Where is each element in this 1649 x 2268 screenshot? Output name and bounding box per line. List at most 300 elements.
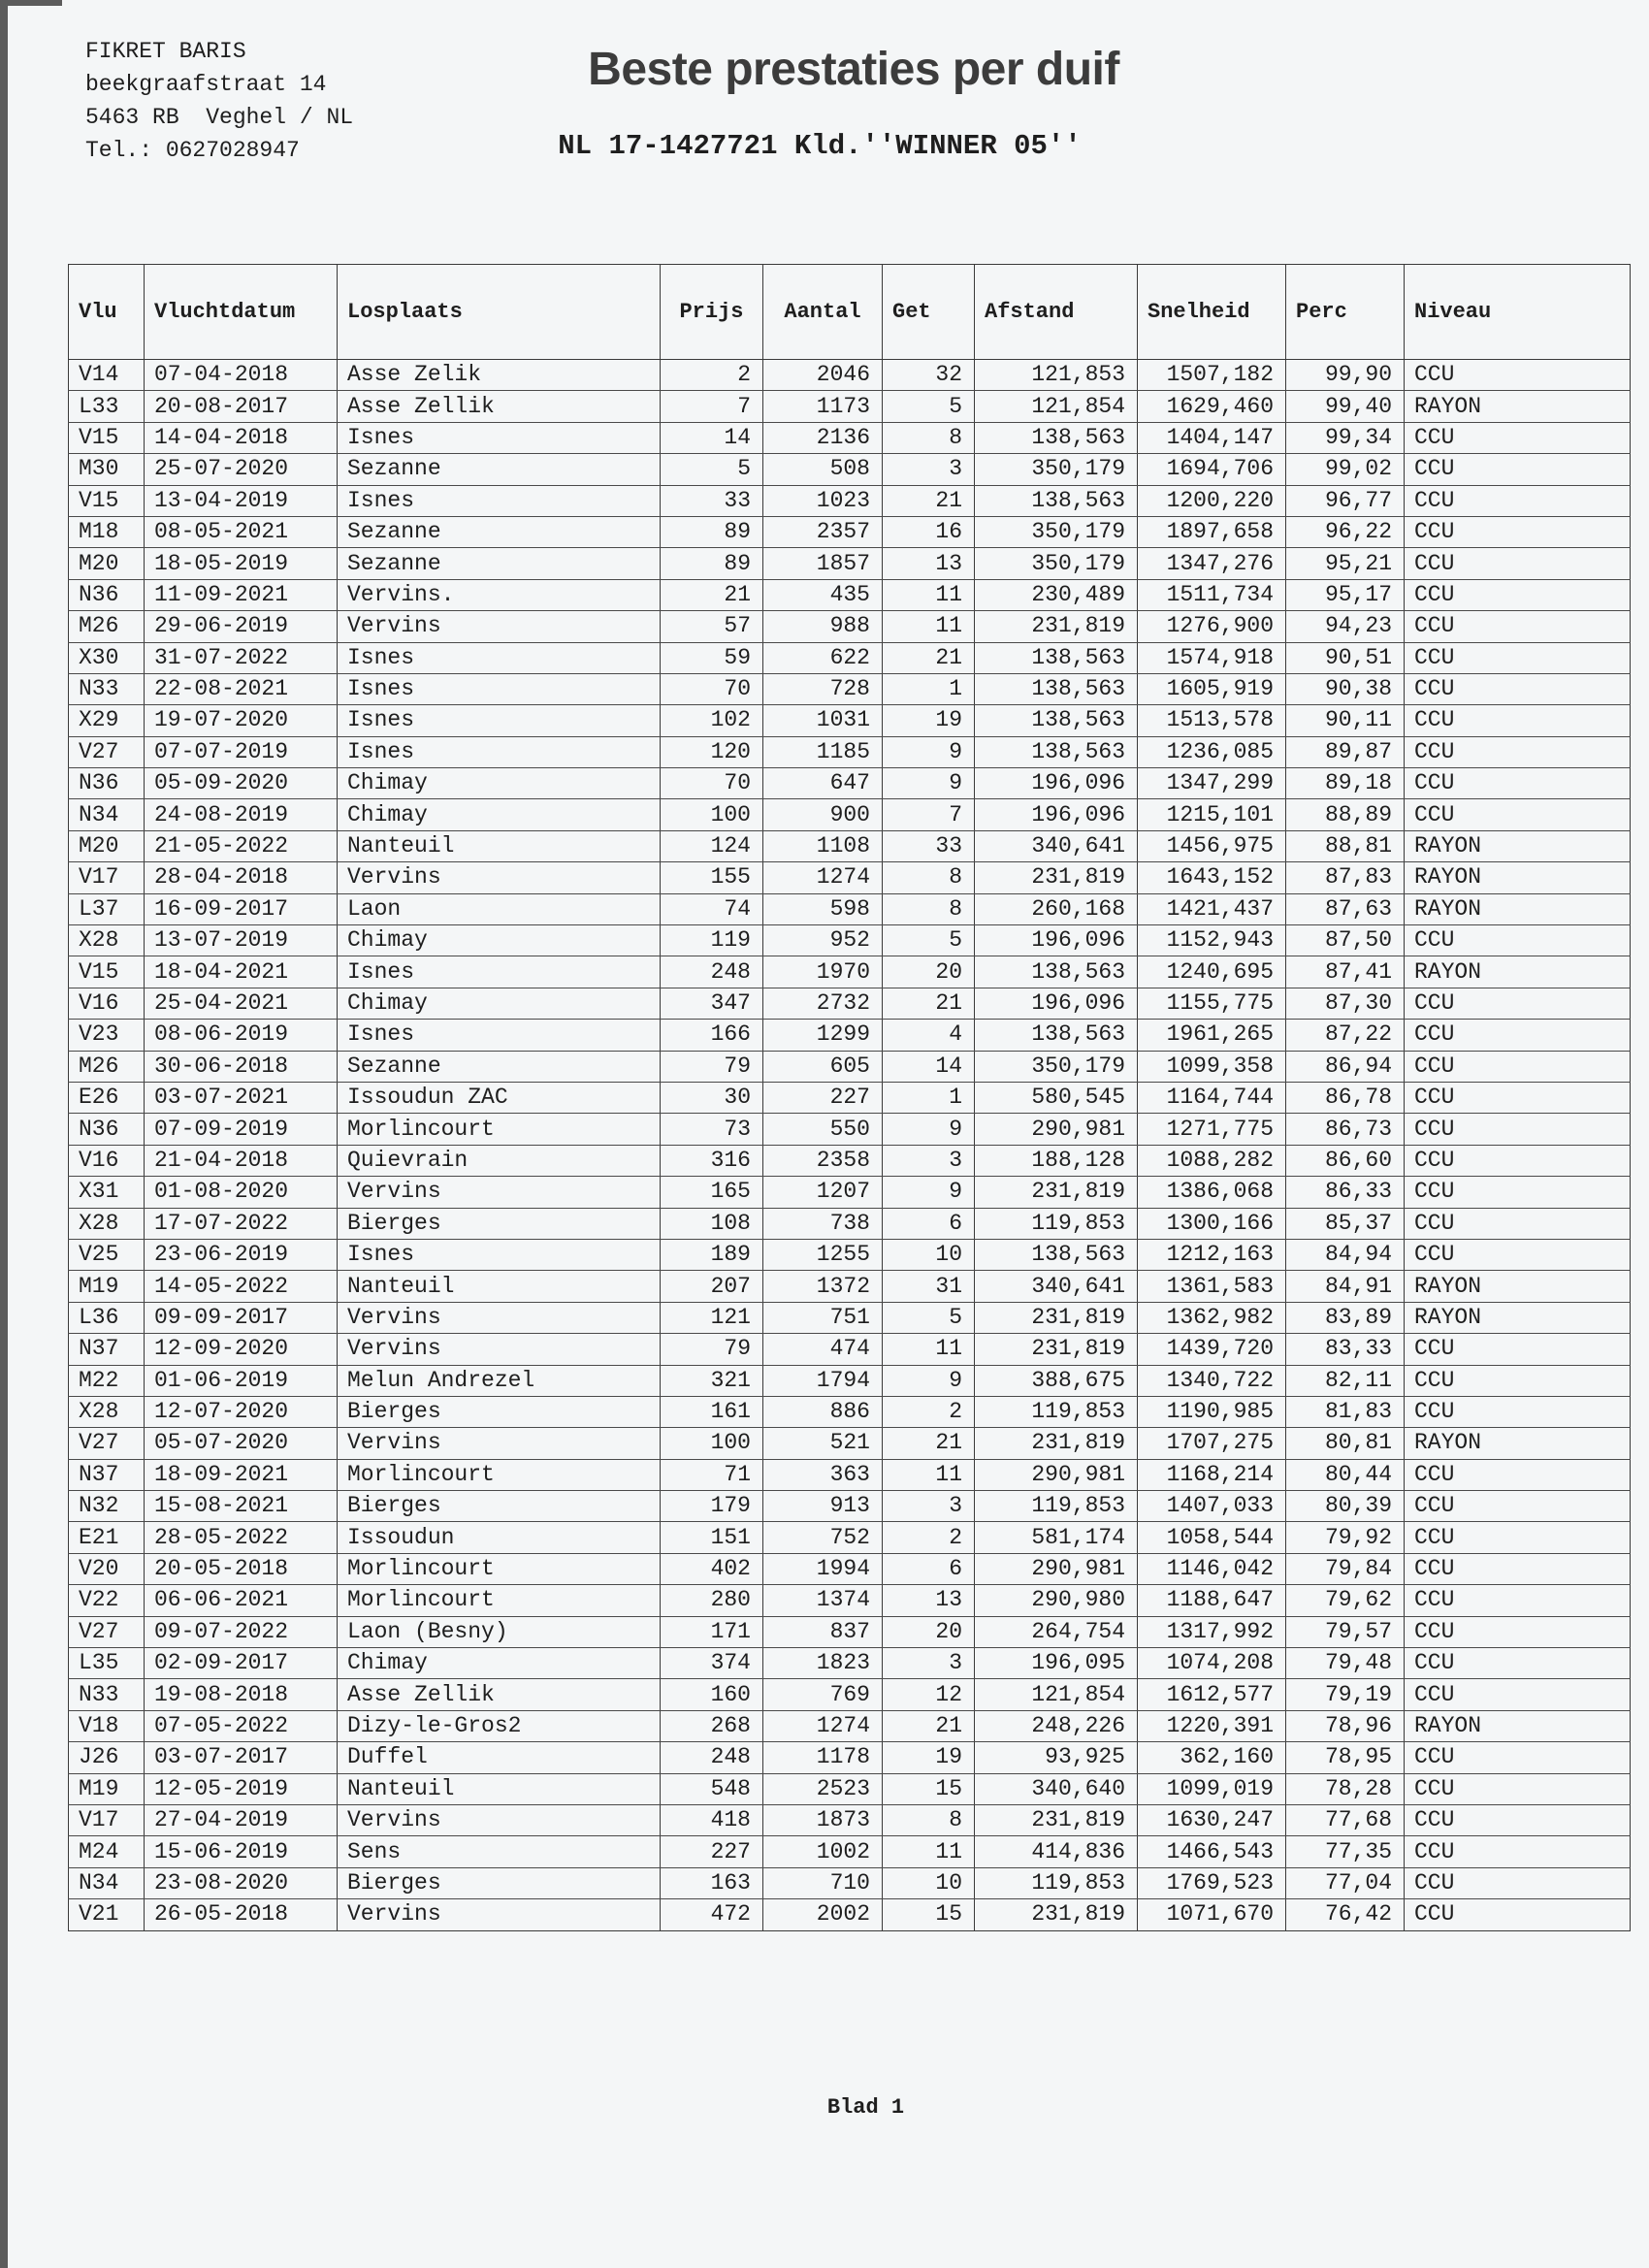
cell-afstand: 290,980 [975,1585,1138,1616]
table-row [69,1208,1631,1239]
cell-get: 9 [883,1365,975,1396]
cell-afstand: 138,563 [975,673,1138,704]
cell-losplaats: Chimay [338,988,661,1019]
cell-perc: 86,78 [1286,1082,1405,1113]
cell-prijs: 472 [661,1899,763,1930]
cell-afstand: 121,854 [975,391,1138,422]
cell-vluchtdatum: 03-07-2017 [145,1742,338,1773]
table-row [69,893,1631,924]
cell-get: 9 [883,1114,975,1145]
cell-aantal: 2357 [763,516,883,547]
cell-aantal: 1108 [763,830,883,861]
cell-prijs: 102 [661,705,763,736]
cell-prijs: 100 [661,799,763,830]
cell-vlu: V22 [69,1585,145,1616]
page-number: Blad 1 [826,2095,905,2120]
cell-perc: 79,48 [1286,1648,1405,1679]
cell-niveau: CCU [1405,1114,1631,1145]
cell-aantal: 1031 [763,705,883,736]
cell-niveau: CCU [1405,1616,1631,1647]
cell-prijs: 163 [661,1867,763,1898]
cell-get: 11 [883,579,975,610]
cell-get: 9 [883,1177,975,1208]
cell-vluchtdatum: 01-06-2019 [145,1365,338,1396]
cell-vlu: M24 [69,1836,145,1867]
table-row [69,642,1631,673]
cell-niveau: RAYON [1405,391,1631,422]
cell-prijs: 418 [661,1804,763,1835]
table-row [69,360,1631,391]
table-row [69,1302,1631,1333]
cell-perc: 95,21 [1286,548,1405,579]
cell-aantal: 728 [763,673,883,704]
cell-perc: 90,11 [1286,705,1405,736]
cell-vlu: V14 [69,360,145,391]
cell-vluchtdatum: 02-09-2017 [145,1648,338,1679]
sender-street: beekgraafstraat 14 [85,72,327,97]
cell-aantal: 622 [763,642,883,673]
cell-niveau: CCU [1405,1365,1631,1396]
cell-afstand: 188,128 [975,1145,1138,1176]
cell-perc: 85,37 [1286,1208,1405,1239]
cell-aantal: 769 [763,1679,883,1710]
cell-vlu: V25 [69,1239,145,1270]
cell-prijs: 155 [661,862,763,893]
cell-prijs: 119 [661,925,763,956]
cell-get: 8 [883,1804,975,1835]
cell-perc: 86,60 [1286,1145,1405,1176]
cell-niveau: CCU [1405,1867,1631,1898]
cell-vluchtdatum: 19-08-2018 [145,1679,338,1710]
cell-aantal: 1970 [763,956,883,988]
cell-prijs: 248 [661,1742,763,1773]
cell-vlu: N37 [69,1459,145,1490]
cell-losplaats: Vervins [338,862,661,893]
cell-losplaats: Isnes [338,485,661,516]
cell-afstand: 196,096 [975,799,1138,830]
cell-vlu: E26 [69,1082,145,1113]
table-row [69,1522,1631,1553]
cell-snelheid: 1215,101 [1138,799,1286,830]
cell-prijs: 14 [661,422,763,453]
cell-get: 16 [883,516,975,547]
cell-niveau: CCU [1405,1836,1631,1867]
table-row [69,956,1631,988]
cell-vluchtdatum: 06-06-2021 [145,1585,338,1616]
cell-perc: 78,28 [1286,1773,1405,1804]
scan-edge [0,0,8,2268]
table-row [69,391,1631,422]
column-header-aantal: Aantal [763,265,883,360]
cell-vlu: M19 [69,1773,145,1804]
cell-prijs: 268 [661,1710,763,1741]
cell-losplaats: Quievrain [338,1145,661,1176]
cell-vlu: N37 [69,1334,145,1365]
cell-perc: 86,94 [1286,1051,1405,1082]
cell-prijs: 120 [661,736,763,767]
cell-vluchtdatum: 20-08-2017 [145,391,338,422]
cell-snelheid: 1347,299 [1138,768,1286,799]
cell-losplaats: Dizy-le-Gros2 [338,1710,661,1741]
cell-afstand: 196,096 [975,988,1138,1019]
cell-get: 1 [883,673,975,704]
cell-vlu: L35 [69,1648,145,1679]
cell-vlu: V23 [69,1020,145,1051]
cell-losplaats: Laon (Besny) [338,1616,661,1647]
cell-losplaats: Vervins [338,611,661,642]
cell-vluchtdatum: 12-07-2020 [145,1396,338,1427]
cell-vluchtdatum: 21-05-2022 [145,830,338,861]
table-row [69,1365,1631,1396]
cell-vlu: M22 [69,1365,145,1396]
cell-get: 13 [883,1585,975,1616]
cell-losplaats: Vervins [338,1334,661,1365]
cell-perc: 77,35 [1286,1836,1405,1867]
cell-niveau: CCU [1405,1804,1631,1835]
table-row [69,830,1631,861]
cell-snelheid: 1456,975 [1138,830,1286,861]
cell-aantal: 1207 [763,1177,883,1208]
cell-prijs: 100 [661,1428,763,1459]
cell-aantal: 1023 [763,485,883,516]
cell-niveau: RAYON [1405,1710,1631,1741]
cell-niveau: CCU [1405,1020,1631,1051]
table-row [69,1396,1631,1427]
cell-snelheid: 1769,523 [1138,1867,1286,1898]
cell-perc: 95,17 [1286,579,1405,610]
cell-perc: 96,22 [1286,516,1405,547]
cell-prijs: 207 [661,1271,763,1302]
cell-vluchtdatum: 13-04-2019 [145,485,338,516]
cell-vlu: M26 [69,1051,145,1082]
cell-snelheid: 1897,658 [1138,516,1286,547]
cell-vluchtdatum: 09-07-2022 [145,1616,338,1647]
table-row [69,799,1631,830]
cell-snelheid: 1386,068 [1138,1177,1286,1208]
cell-losplaats: Vervins [338,1177,661,1208]
cell-prijs: 7 [661,391,763,422]
cell-aantal: 1178 [763,1742,883,1773]
cell-perc: 79,19 [1286,1679,1405,1710]
cell-get: 19 [883,705,975,736]
cell-get: 12 [883,1679,975,1710]
cell-get: 33 [883,830,975,861]
cell-snelheid: 1707,275 [1138,1428,1286,1459]
cell-vluchtdatum: 26-05-2018 [145,1899,338,1930]
cell-vluchtdatum: 23-06-2019 [145,1239,338,1270]
table-row [69,1459,1631,1490]
cell-losplaats: Isnes [338,736,661,767]
cell-aantal: 952 [763,925,883,956]
cell-vlu: V18 [69,1710,145,1741]
cell-afstand: 121,854 [975,1679,1138,1710]
table-row [69,1271,1631,1302]
cell-snelheid: 1421,437 [1138,893,1286,924]
cell-snelheid: 1961,265 [1138,1020,1286,1051]
cell-losplaats: Isnes [338,642,661,673]
cell-afstand: 138,563 [975,485,1138,516]
cell-aantal: 2002 [763,1899,883,1930]
cell-losplaats: Bierges [338,1867,661,1898]
cell-snelheid: 1271,775 [1138,1114,1286,1145]
cell-perc: 99,34 [1286,422,1405,453]
cell-prijs: 5 [661,454,763,485]
cell-vlu: V27 [69,1428,145,1459]
cell-vluchtdatum: 05-09-2020 [145,768,338,799]
cell-niveau: RAYON [1405,1428,1631,1459]
cell-vlu: V16 [69,988,145,1019]
table-row [69,1773,1631,1804]
cell-prijs: 33 [661,485,763,516]
cell-get: 6 [883,1208,975,1239]
cell-niveau: CCU [1405,768,1631,799]
cell-vlu: X28 [69,1396,145,1427]
cell-aantal: 1857 [763,548,883,579]
cell-afstand: 121,853 [975,360,1138,391]
cell-get: 2 [883,1522,975,1553]
column-header-afstand: Afstand [975,265,1138,360]
table-row [69,988,1631,1019]
cell-get: 7 [883,799,975,830]
cell-perc: 99,02 [1286,454,1405,485]
cell-afstand: 350,179 [975,454,1138,485]
cell-prijs: 316 [661,1145,763,1176]
cell-losplaats: Morlincourt [338,1114,661,1145]
cell-perc: 87,50 [1286,925,1405,956]
cell-perc: 88,89 [1286,799,1405,830]
table-row [69,673,1631,704]
table-row [69,1020,1631,1051]
cell-perc: 76,42 [1286,1899,1405,1930]
cell-afstand: 119,853 [975,1208,1138,1239]
cell-get: 8 [883,862,975,893]
cell-snelheid: 1188,647 [1138,1585,1286,1616]
cell-niveau: CCU [1405,1334,1631,1365]
cell-vlu: L37 [69,893,145,924]
column-header-niveau: Niveau [1405,265,1631,360]
cell-afstand: 93,925 [975,1742,1138,1773]
cell-prijs: 108 [661,1208,763,1239]
cell-afstand: 231,819 [975,611,1138,642]
cell-snelheid: 1466,543 [1138,1836,1286,1867]
cell-aantal: 913 [763,1491,883,1522]
cell-get: 14 [883,1051,975,1082]
cell-aantal: 647 [763,768,883,799]
cell-snelheid: 1074,208 [1138,1648,1286,1679]
cell-losplaats: Melun Andrezel [338,1365,661,1396]
cell-prijs: 280 [661,1585,763,1616]
column-header-vlu: Vlu [69,265,145,360]
cell-get: 21 [883,485,975,516]
cell-snelheid: 1513,578 [1138,705,1286,736]
cell-afstand: 138,563 [975,705,1138,736]
cell-prijs: 189 [661,1239,763,1270]
cell-vlu: N33 [69,673,145,704]
cell-snelheid: 1630,247 [1138,1804,1286,1835]
cell-perc: 80,81 [1286,1428,1405,1459]
table-row [69,736,1631,767]
cell-vluchtdatum: 09-09-2017 [145,1302,338,1333]
cell-vluchtdatum: 08-05-2021 [145,516,338,547]
cell-vluchtdatum: 25-04-2021 [145,988,338,1019]
cell-niveau: CCU [1405,548,1631,579]
table-row [69,1710,1631,1741]
cell-vlu: V15 [69,422,145,453]
cell-afstand: 119,853 [975,1396,1138,1427]
cell-losplaats: Asse Zelik [338,360,661,391]
cell-get: 19 [883,1742,975,1773]
cell-afstand: 350,179 [975,516,1138,547]
cell-vlu: L36 [69,1302,145,1333]
cell-snelheid: 1212,163 [1138,1239,1286,1270]
cell-vluchtdatum: 27-04-2019 [145,1804,338,1835]
cell-prijs: 74 [661,893,763,924]
cell-niveau: CCU [1405,1585,1631,1616]
cell-vlu: N36 [69,579,145,610]
table-header [69,265,1631,360]
cell-snelheid: 1240,695 [1138,956,1286,988]
cell-vlu: V15 [69,956,145,988]
cell-niveau: CCU [1405,1177,1631,1208]
cell-perc: 94,23 [1286,611,1405,642]
cell-prijs: 71 [661,1459,763,1490]
cell-aantal: 752 [763,1522,883,1553]
cell-prijs: 151 [661,1522,763,1553]
cell-vlu: N34 [69,799,145,830]
cell-snelheid: 1099,019 [1138,1773,1286,1804]
cell-niveau: CCU [1405,485,1631,516]
cell-snelheid: 1099,358 [1138,1051,1286,1082]
cell-prijs: 321 [661,1365,763,1396]
cell-aantal: 1185 [763,736,883,767]
cell-afstand: 196,096 [975,768,1138,799]
cell-get: 21 [883,1710,975,1741]
table-row [69,422,1631,453]
cell-aantal: 550 [763,1114,883,1145]
cell-get: 15 [883,1899,975,1930]
column-header-losplaats: Losplaats [338,265,661,360]
cell-prijs: 89 [661,548,763,579]
cell-perc: 80,39 [1286,1491,1405,1522]
cell-aantal: 2523 [763,1773,883,1804]
cell-snelheid: 1236,085 [1138,736,1286,767]
table-row [69,1334,1631,1365]
cell-snelheid: 1152,943 [1138,925,1286,956]
cell-perc: 86,73 [1286,1114,1405,1145]
cell-afstand: 138,563 [975,1239,1138,1270]
cell-perc: 82,11 [1286,1365,1405,1396]
cell-prijs: 79 [661,1051,763,1082]
cell-get: 11 [883,1459,975,1490]
cell-niveau: CCU [1405,1742,1631,1773]
cell-get: 3 [883,1648,975,1679]
cell-vlu: N32 [69,1491,145,1522]
cell-perc: 83,89 [1286,1302,1405,1333]
cell-snelheid: 1164,744 [1138,1082,1286,1113]
cell-vluchtdatum: 03-07-2021 [145,1082,338,1113]
cell-snelheid: 1340,722 [1138,1365,1286,1396]
cell-snelheid: 1643,152 [1138,862,1286,893]
cell-niveau: RAYON [1405,1302,1631,1333]
cell-vlu: V15 [69,485,145,516]
cell-prijs: 79 [661,1334,763,1365]
cell-afstand: 231,819 [975,862,1138,893]
cell-get: 1 [883,1082,975,1113]
cell-niveau: CCU [1405,454,1631,485]
cell-prijs: 227 [661,1836,763,1867]
cell-perc: 89,87 [1286,736,1405,767]
cell-vlu: V27 [69,1616,145,1647]
table-row [69,1145,1631,1176]
cell-get: 6 [883,1553,975,1584]
table-row [69,1616,1631,1647]
cell-perc: 87,41 [1286,956,1405,988]
cell-vlu: V16 [69,1145,145,1176]
cell-niveau: RAYON [1405,830,1631,861]
cell-vluchtdatum: 12-05-2019 [145,1773,338,1804]
cell-niveau: CCU [1405,925,1631,956]
cell-perc: 79,57 [1286,1616,1405,1647]
cell-vlu: N36 [69,768,145,799]
cell-get: 20 [883,956,975,988]
cell-get: 5 [883,925,975,956]
cell-vlu: N33 [69,1679,145,1710]
cell-vlu: X28 [69,1208,145,1239]
cell-vluchtdatum: 28-05-2022 [145,1522,338,1553]
cell-afstand: 231,819 [975,1899,1138,1930]
cell-aantal: 988 [763,611,883,642]
cell-afstand: 138,563 [975,736,1138,767]
cell-perc: 79,62 [1286,1585,1405,1616]
cell-vluchtdatum: 31-07-2022 [145,642,338,673]
cell-afstand: 119,853 [975,1867,1138,1898]
cell-prijs: 171 [661,1616,763,1647]
column-header-vluchtdatum: Vluchtdatum [145,265,338,360]
results-table [68,264,1631,1931]
cell-losplaats: Nanteuil [338,830,661,861]
cell-snelheid: 1347,276 [1138,548,1286,579]
cell-losplaats: Vervins. [338,579,661,610]
table-row [69,516,1631,547]
cell-losplaats: Isnes [338,705,661,736]
cell-perc: 90,51 [1286,642,1405,673]
cell-afstand: 290,981 [975,1114,1138,1145]
cell-afstand: 290,981 [975,1553,1138,1584]
cell-perc: 87,22 [1286,1020,1405,1051]
cell-get: 11 [883,1334,975,1365]
cell-vlu: M18 [69,516,145,547]
cell-niveau: CCU [1405,1679,1631,1710]
cell-losplaats: Isnes [338,422,661,453]
cell-vlu: V17 [69,1804,145,1835]
cell-afstand: 340,640 [975,1773,1138,1804]
cell-niveau: CCU [1405,579,1631,610]
cell-vluchtdatum: 16-09-2017 [145,893,338,924]
cell-vlu: N34 [69,1867,145,1898]
cell-afstand: 388,675 [975,1365,1138,1396]
cell-perc: 83,33 [1286,1334,1405,1365]
cell-losplaats: Isnes [338,956,661,988]
cell-get: 20 [883,1616,975,1647]
cell-losplaats: Morlincourt [338,1585,661,1616]
cell-afstand: 580,545 [975,1082,1138,1113]
cell-niveau: CCU [1405,1208,1631,1239]
cell-vlu: X31 [69,1177,145,1208]
cell-vlu: V27 [69,736,145,767]
cell-snelheid: 1629,460 [1138,391,1286,422]
cell-perc: 87,30 [1286,988,1405,1019]
cell-get: 3 [883,1491,975,1522]
